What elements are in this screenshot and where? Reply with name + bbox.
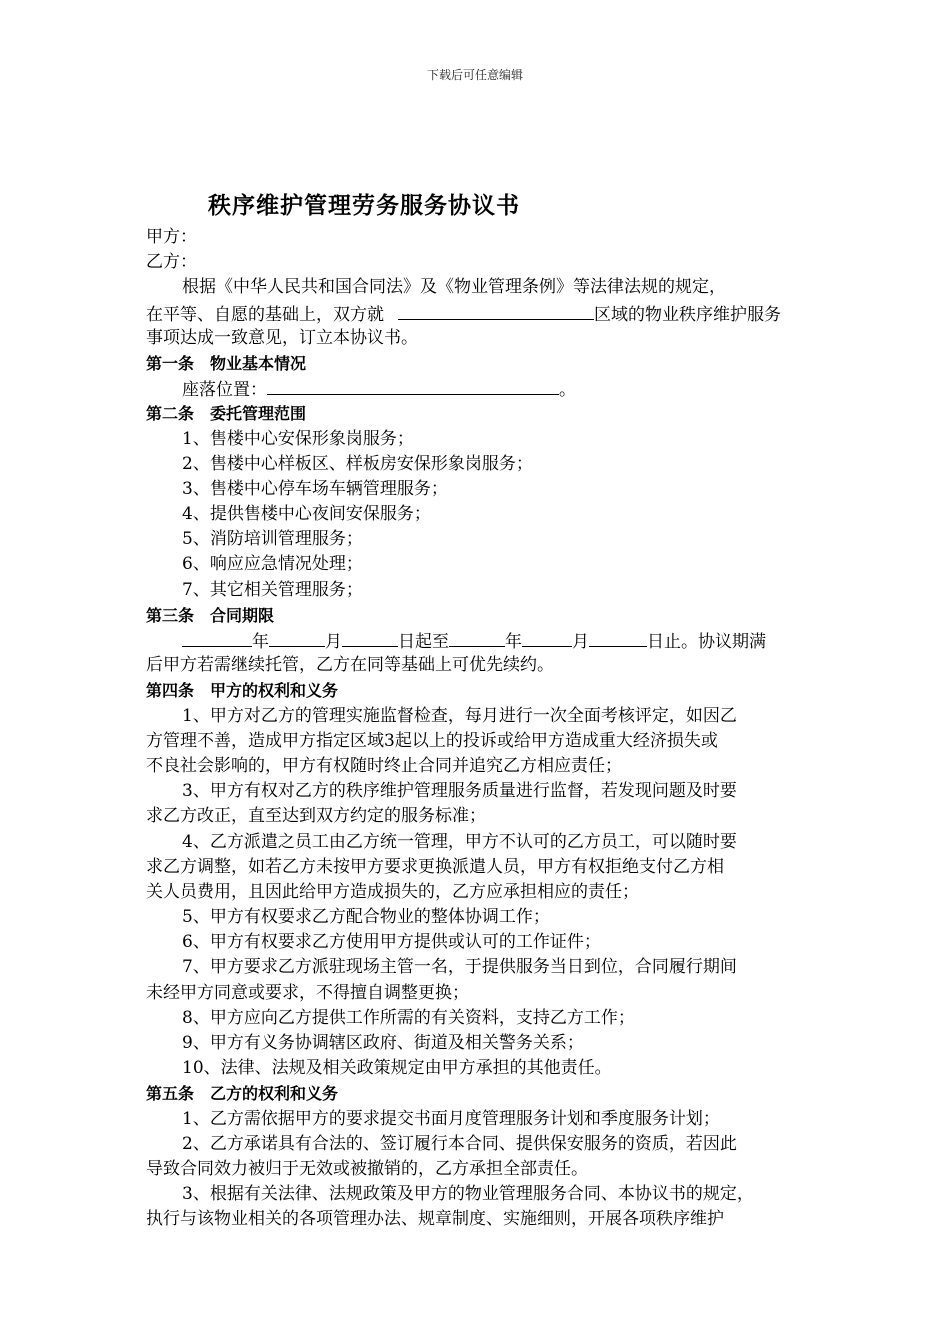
article-2-items [146,427,810,603]
article-4-text-line: 3、甲方有权对乙方的秩序维护管理服务质量进行监督，若发现问题及时要 [182,781,737,802]
document-title: 秩序维护管理劳务服务协议书 [208,192,520,219]
article-4-lines [146,704,810,1082]
end-month-blank [522,628,572,647]
term-end-label: 日止。协议期满 [647,632,766,652]
article-4-text-line: 求乙方改正，直至达到双方约定的服务标准； [146,806,486,827]
article-5-lines [146,1107,810,1233]
article-4-text-line: 5、甲方有权要求乙方配合物业的整体协调工作； [182,907,550,928]
article-2-heading: 第二条 委托管理范围 [146,404,307,424]
article-4-text-line: 未经甲方同意或要求，不得擅自调整更换； [146,982,469,1003]
article-4-text-line: 求乙方调整，如若乙方未按甲方要求更换派遣人员，甲方有权拒绝支付乙方相 [146,856,724,877]
article-4-text-line: 10、法律、法规及相关政策规定由甲方承担的其他责任。 [182,1058,612,1079]
term-line-1 [146,628,810,653]
article-1-heading: 第一条 物业基本情况 [146,353,307,373]
end-year-blank [449,628,505,647]
article-4-text-line: 1、甲方对乙方的管理实施监督检查，每月进行一次全面考核评定，如因乙 [182,705,737,726]
intro-line-2-start: 在平等、自愿的基础上，双方就 [146,304,384,325]
article-5-text-line: 3、根据有关法律、法规政策及甲方的物业管理服务合同、本协议书的规定， [182,1184,754,1205]
start-year-blank [182,628,252,647]
location-blank [267,376,559,395]
year-label: 年 [252,632,269,652]
intro-line-2-end: 区域的物业秩序维护服务 [594,304,781,325]
scope-list-item: 5、消防培训管理服务； [182,529,363,550]
month-label-2: 月 [572,632,589,652]
article-5-text-line: 执行与该物业相关的各项管理办法、规章制度、实施细则，开展各项秩序维护 [146,1209,724,1230]
article-5-text-line: 1、乙方需依据甲方的要求提交书面月度管理服务计划和季度服务计划； [182,1108,720,1129]
intro-line-1: 根据《中华人民共和国合同法》及《物业管理条例》等法律法规的规定， [182,277,726,298]
article-5-text-line: 2、乙方承诺具有合法的、签订履行本合同、提供保安服务的资质，若因此 [182,1133,737,1154]
term-line-2: 后甲方若需继续托管，乙方在同等基础上可优先续约。 [146,655,554,676]
scope-list-item: 4、提供售楼中心夜间安保服务； [182,504,431,525]
article-3-heading: 第三条 合同期限 [146,605,275,625]
area-blank [398,301,594,320]
article-5-text-line: 导致合同效力被归于无效或被撤销的，乙方承担全部责任。 [146,1158,588,1179]
article-4-text-line: 7、甲方要求乙方派驻现场主管一名，于提供服务当日到位，合同履行期间 [182,957,737,978]
article-4-text-line: 方管理不善，造成甲方指定区域3起以上的投诉或给甲方造成重大经济损失或 [146,730,718,751]
scope-list-item: 3、售楼中心停车场车辆管理服务； [182,478,448,499]
document-body [146,225,810,1233]
year-label-2: 年 [505,632,522,652]
article-4-text-line: 8、甲方应向乙方提供工作所需的有关资料，支持乙方工作； [182,1007,635,1028]
scope-list-item: 7、其它相关管理服务； [182,579,363,600]
article-4-text-line: 6、甲方有权要求乙方使用甲方提供或认可的工作证件； [182,932,601,953]
party-a-line: 甲方： [146,227,197,247]
start-month-blank [269,628,325,647]
article-4-heading: 第四条 甲方的权利和义务 [146,681,339,701]
article-5-heading: 第五条 乙方的权利和义务 [146,1084,339,1104]
header-note: 下载后可任意编辑 [426,68,523,82]
from-label: 日起至 [398,632,449,652]
location-label: 座落位置： [182,380,267,401]
scope-list-item: 2、售楼中心样板区、样板房安保形象岗服务； [182,453,533,474]
location-end: 。 [559,380,576,401]
intro-line-2 [146,301,810,326]
start-day-blank [342,628,398,647]
scope-list-item: 6、响应应急情况处理； [182,554,363,575]
article-4-text-line: 不良社会影响的，甲方有权随时终止合同并追究乙方相应责任； [146,755,622,776]
party-b-line: 乙方： [146,252,197,273]
month-label: 月 [325,632,342,652]
article-4-text-line: 关人员费用，且因此给甲方造成损失的，乙方应承担相应的责任； [146,881,639,902]
article-4-text-line: 4、乙方派遣之员工由乙方统一管理，甲方不认可的乙方员工，可以随时要 [182,831,737,852]
location-line [146,376,810,401]
scope-list-item: 1、售楼中心安保形象岗服务； [182,428,414,449]
article-4-text-line: 9、甲方有义务协调辖区政府、街道及相关警务关系； [182,1033,584,1053]
end-day-blank [589,628,647,647]
intro-line-3: 事项达成一致意见，订立本协议书。 [146,327,418,348]
